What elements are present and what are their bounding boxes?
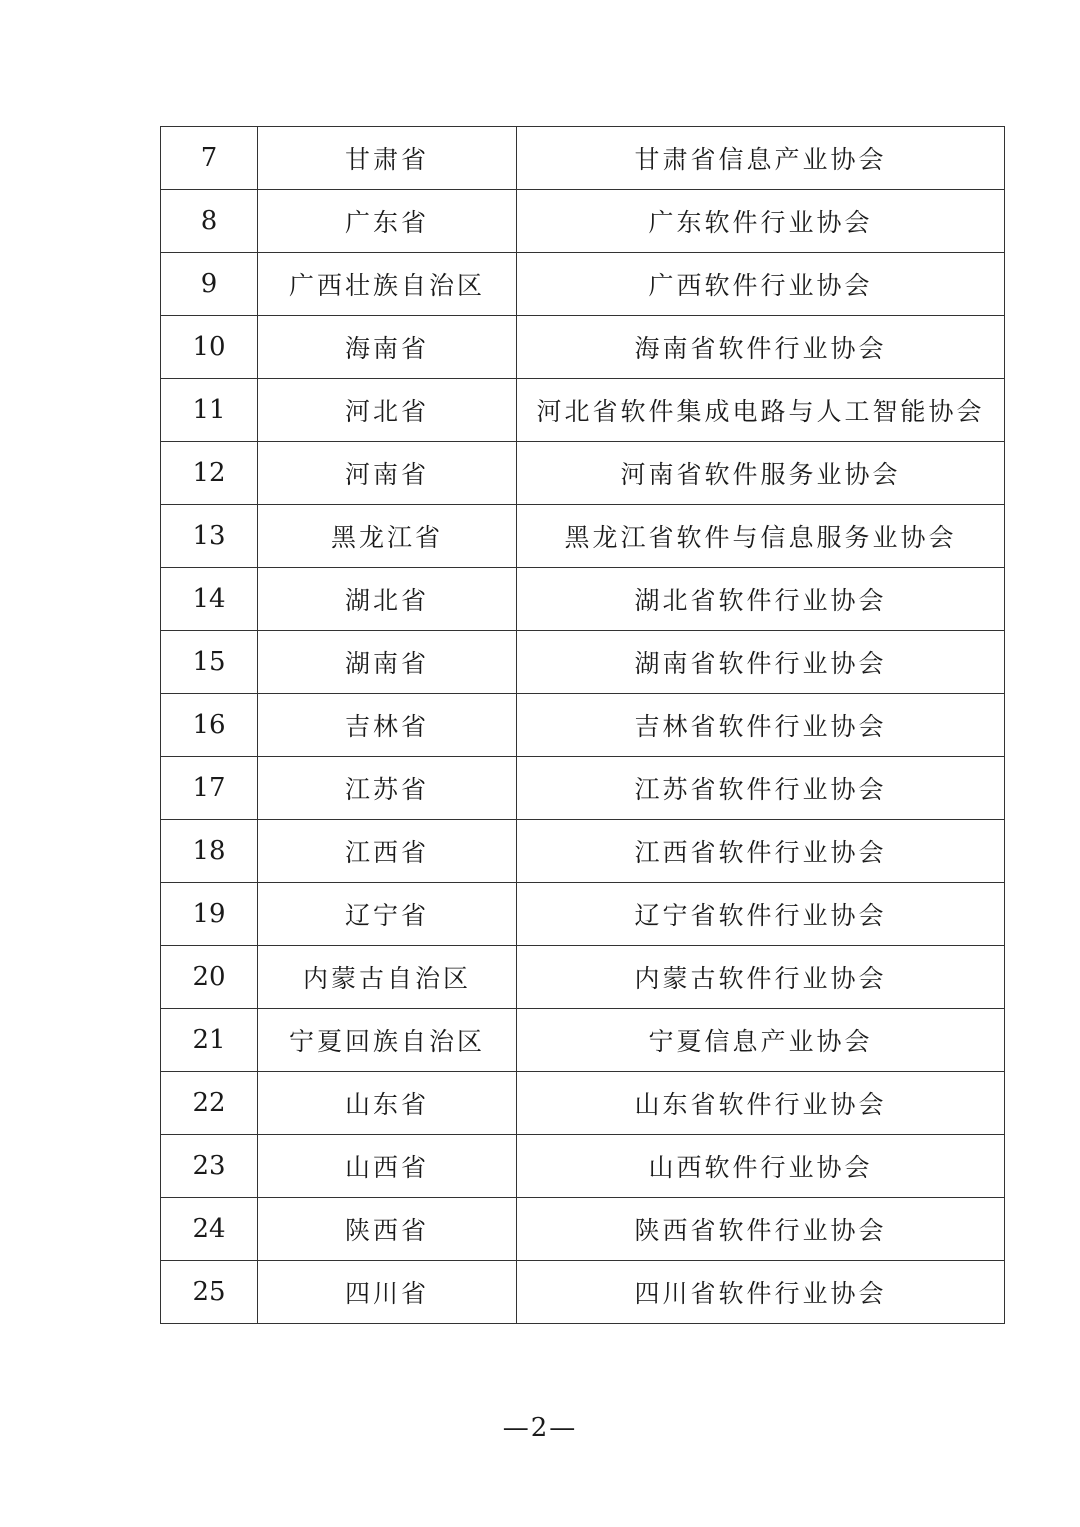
table-row [161,1261,1005,1324]
row-number-cell: 21 [161,1009,258,1072]
association-cell: 辽宁省软件行业协会 [517,883,1005,946]
table-row [161,820,1005,883]
association-cell: 湖北省软件行业协会 [517,568,1005,631]
table-row [161,379,1005,442]
association-cell: 四川省软件行业协会 [517,1261,1005,1324]
row-number-cell: 8 [161,190,258,253]
table-row [161,253,1005,316]
table-row [161,631,1005,694]
row-number-cell: 17 [161,757,258,820]
association-cell: 甘肃省信息产业协会 [517,127,1005,190]
association-cell: 黑龙江省软件与信息服务业协会 [517,505,1005,568]
association-cell: 河北省软件集成电路与人工智能协会 [517,379,1005,442]
province-cell: 湖北省 [258,568,517,631]
table-row [161,694,1005,757]
province-cell: 广东省 [258,190,517,253]
province-cell: 陕西省 [258,1198,517,1261]
table-row [161,190,1005,253]
table-row [161,1135,1005,1198]
table-body [161,127,1005,1324]
province-cell: 宁夏回族自治区 [258,1009,517,1072]
table-row [161,757,1005,820]
table-row [161,883,1005,946]
province-cell: 江西省 [258,820,517,883]
province-cell: 海南省 [258,316,517,379]
table-row [161,946,1005,1009]
row-number-cell: 10 [161,316,258,379]
province-cell: 吉林省 [258,694,517,757]
association-cell: 湖南省软件行业协会 [517,631,1005,694]
row-number-cell: 12 [161,442,258,505]
row-number-cell: 23 [161,1135,258,1198]
association-cell: 江苏省软件行业协会 [517,757,1005,820]
province-cell: 山东省 [258,1072,517,1135]
province-cell: 广西壮族自治区 [258,253,517,316]
row-number-cell: 11 [161,379,258,442]
province-cell: 湖南省 [258,631,517,694]
row-number-cell: 22 [161,1072,258,1135]
row-number-cell: 20 [161,946,258,1009]
province-cell: 甘肃省 [258,127,517,190]
province-cell: 江苏省 [258,757,517,820]
table-row [161,316,1005,379]
province-cell: 河北省 [258,379,517,442]
association-cell: 吉林省软件行业协会 [517,694,1005,757]
association-cell: 内蒙古软件行业协会 [517,946,1005,1009]
table-row [161,127,1005,190]
row-number-cell: 25 [161,1261,258,1324]
table-row [161,1198,1005,1261]
association-cell: 河南省软件服务业协会 [517,442,1005,505]
association-cell: 山西软件行业协会 [517,1135,1005,1198]
province-cell: 河南省 [258,442,517,505]
association-cell: 海南省软件行业协会 [517,316,1005,379]
row-number-cell: 7 [161,127,258,190]
row-number-cell: 24 [161,1198,258,1261]
table-row [161,442,1005,505]
row-number-cell: 14 [161,568,258,631]
row-number-cell: 19 [161,883,258,946]
table-row [161,1072,1005,1135]
row-number-cell: 18 [161,820,258,883]
province-cell: 四川省 [258,1261,517,1324]
association-cell: 陕西省软件行业协会 [517,1198,1005,1261]
row-number-cell: 9 [161,253,258,316]
page-number: —2— [502,1413,578,1443]
province-cell: 黑龙江省 [258,505,517,568]
province-cell: 辽宁省 [258,883,517,946]
row-number-cell: 16 [161,694,258,757]
association-cell: 宁夏信息产业协会 [517,1009,1005,1072]
province-cell: 山西省 [258,1135,517,1198]
table-row [161,505,1005,568]
province-cell: 内蒙古自治区 [258,946,517,1009]
association-table [160,126,1005,1324]
row-number-cell: 13 [161,505,258,568]
table-row [161,1009,1005,1072]
association-cell: 广西软件行业协会 [517,253,1005,316]
association-cell: 江西省软件行业协会 [517,820,1005,883]
row-number-cell: 15 [161,631,258,694]
table-row [161,568,1005,631]
association-cell: 山东省软件行业协会 [517,1072,1005,1135]
association-cell: 广东软件行业协会 [517,190,1005,253]
